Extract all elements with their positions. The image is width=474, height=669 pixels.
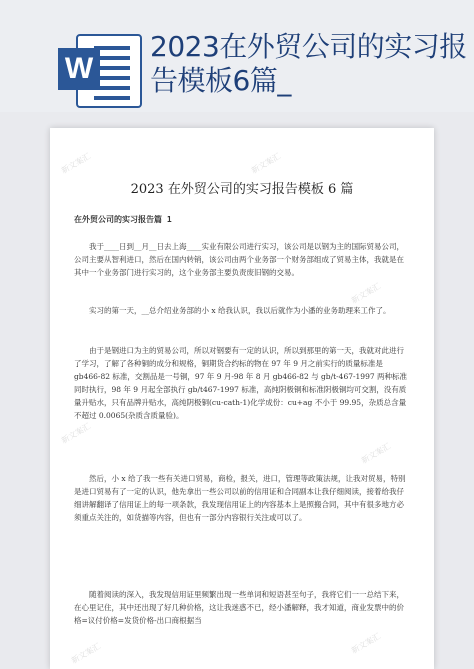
watermark: 新文案汇: [249, 151, 283, 176]
watermark: 新文案汇: [59, 421, 93, 446]
page-title: 2023在外贸公司的实习报告模板6篇_: [150, 30, 467, 97]
paragraph-1: 我于____日到__月__日去上海____实业有限公司进行实习，该公司是以钢为主的国际贸易公司，公司主要从智利进口，然后在国内转销，该公司由两个业务部一个财务部组成了贸易主体，我就是在其中一个业务部门进行实习的，这个业务部主要负责废旧钢的交易。: [74, 242, 404, 277]
sheet-line: [94, 96, 130, 100]
word-document-icon: [58, 34, 144, 108]
paragraph-5: 随着阅读的深入，我发现信用证里频繁出现一些单词和短语甚至句子，我将它们一一总结下来，在心里记住，其中还出现了好几种价格，这让我迷惑不已，经小潘解释，我才知道，商业发票中的价格=议付价格=发货价格-出口商根据当: [74, 590, 404, 625]
word-letter-badge: W: [58, 48, 100, 90]
paragraph-4: 然后，小 x 给了我一些有关进口贸易，商检，报关，进口，管理等政策法规，让我对贸易，特别是进口贸易有了一定的认识，他先拿出一些公司以前的信用证和合同副本让我仔细阅读，接着给我仔细讲解翻译了信用证上的每一项条款，我发现信用证上的内容基本上是照搬合同，其中有很多地方必须重点关注的，如货描等内容，但也有一部分内容银行关注或可以了。: [74, 474, 406, 522]
document-page: [50, 128, 434, 669]
watermark: 新文案汇: [359, 441, 393, 466]
watermark: 新文案汇: [349, 631, 383, 656]
watermark: 新文案汇: [69, 641, 103, 666]
header-banner: [0, 0, 474, 112]
watermark: 新文案汇: [59, 151, 93, 176]
document-title: 2023 在外贸公司的实习报告模板 6 篇: [130, 182, 354, 197]
section-heading: 在外贸公司的实习报告篇 1: [74, 215, 172, 224]
paragraph-2: 实习的第一天，__总介绍业务部的小 x 给我认识，我以后就作为小潘的业务助理来工作了。: [89, 306, 391, 315]
watermark: 新文案汇: [349, 281, 383, 306]
paragraph-3: 由于是钢进口为主的贸易公司，所以对钢要有一定的认识，所以到那里的第一天，我就对此进行了学习，了解了各种铜的成分和规格，铜期货合约标的物在 97 年 9 月之前实行的质量标准是 gb466-82 标准，交割品是一号铜，97 年 9 月-98 年 8 月 gb466-82 与 gb/t-467-1997 两种标准同时执行，98 年 9 月起全部执行 gb/t467-1997 标准，高纯阴极铜和标准阴极铜均可交割，没有质量升贴水，只有品牌升贴水，高纯阴极铜(cu-cath-1)化学成份：cu+ag 不小于 99.95，杂质总含量不超过 0.0065(杂质含质量验)。: [74, 346, 407, 420]
